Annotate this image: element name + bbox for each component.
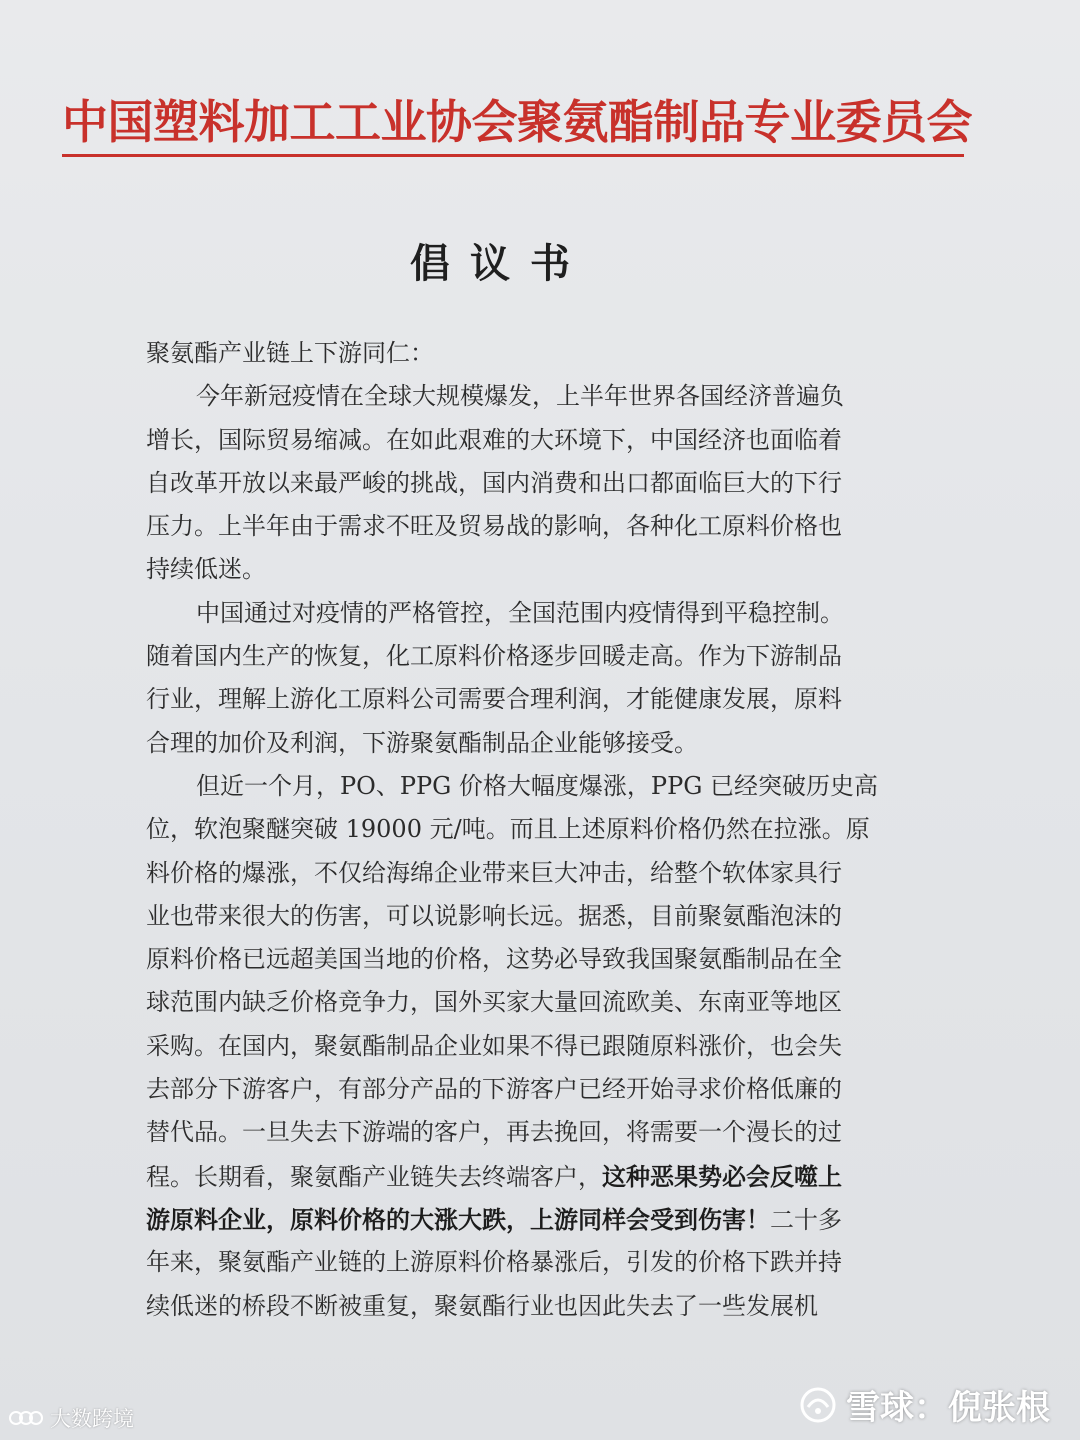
paragraph-3-line-8: 去部分下游客户，有部分产品的下游客户已经开始寻求价格低廉的	[146, 1075, 842, 1104]
header-red-rule	[62, 154, 964, 157]
paragraph-2-line-2: 随着国内生产的恢复，化工原料价格逐步回暖走高。作为下游制品	[146, 642, 842, 671]
document-title: 倡议书	[410, 241, 590, 287]
paragraph-3-line-7: 采购。在国内，聚氨酯制品企业如果不得已跟随原料涨价，也会失	[146, 1031, 842, 1060]
paragraph-3-line-10	[146, 1155, 896, 1198]
paragraph-3-line-1: 但近一个月，PO、PPG 价格大幅度爆涨，PPG 已经突破历史高	[196, 771, 879, 800]
watermark-left-text: 大数跨境	[50, 1407, 134, 1431]
paragraph-3-line-2: 位，软泡聚醚突破 19000 元/吨。而且上述原料价格仍然在拉涨。原	[146, 815, 870, 844]
organization-header: 中国塑料加工工业协会聚氨酯制品专业委员会	[62, 95, 972, 149]
line-11-plain: 二十多	[770, 1205, 842, 1234]
paragraph-3-line-11	[146, 1198, 896, 1241]
line-10-plain: 程。长期看，聚氨酯产业链失去终端客户，	[146, 1162, 602, 1191]
line-10-emphasis: 这种恶果势必会反噬上	[602, 1161, 842, 1191]
watermark-right-text: 雪球：倪张根	[846, 1388, 1050, 1428]
document-body	[146, 332, 896, 1328]
paragraph-1-line-5: 持续低迷。	[146, 555, 266, 584]
paragraph-3-line-6: 球范围内缺乏价格竞争力，国外买家大量回流欧美、东南亚等地区	[146, 988, 842, 1017]
paragraph-3-line-5: 原料价格已远超美国当地的价格，这势必导致我国聚氨酯制品在全	[146, 945, 842, 974]
paragraph-1-line-2: 增长，国际贸易缩减。在如此艰难的大环境下，中国经济也面临着	[146, 425, 842, 454]
paragraph-1-line-1: 今年新冠疫情在全球大规模爆发，上半年世界各国经济普遍负	[196, 382, 844, 411]
paragraph-2-line-4: 合理的加价及利润，下游聚氨酯制品企业能够接受。	[146, 728, 698, 757]
watermark-right	[798, 1380, 1050, 1429]
paragraph-3-line-3: 料价格的爆涨，不仅给海绵企业带来巨大冲击，给整个软体家具行	[146, 858, 842, 887]
paragraph-3-line-4: 业也带来很大的伤害，可以说影响长远。据悉，目前聚氨酯泡沫的	[146, 901, 842, 930]
salutation: 聚氨酯产业链上下游同仁：	[146, 339, 434, 367]
line-11-emphasis: 游原料企业，原料价格的大涨大跌，上游同样会受到伤害！	[146, 1204, 770, 1234]
paragraph-1-line-4: 压力。上半年由于需求不旺及贸易战的影响，各种化工原料价格也	[146, 512, 842, 541]
paragraph-3-line-9: 替代品。一旦失去下游端的客户，再去挽回，将需要一个漫长的过	[146, 1118, 842, 1147]
paragraph-2-line-1: 中国通过对疫情的严格管控，全国范围内疫情得到平稳控制。	[196, 598, 844, 627]
watermark-left	[8, 1403, 134, 1433]
paragraph-3-line-12: 年来，聚氨酯产业链的上游原料价格暴涨后，引发的价格下跌并持	[146, 1248, 842, 1277]
paragraph-1-line-3: 自改革开放以来最严峻的挑战，国内消费和出口都面临巨大的下行	[146, 468, 842, 497]
dashu-logo-icon	[8, 1407, 44, 1429]
paragraph-3-line-13: 续低迷的桥段不断被重复，聚氨酯行业也因此失去了一些发展机	[146, 1291, 818, 1320]
xueqiu-logo-icon	[798, 1385, 838, 1425]
paragraph-2-line-3: 行业，理解上游化工原料公司需要合理利润，才能健康发展，原料	[146, 685, 842, 714]
